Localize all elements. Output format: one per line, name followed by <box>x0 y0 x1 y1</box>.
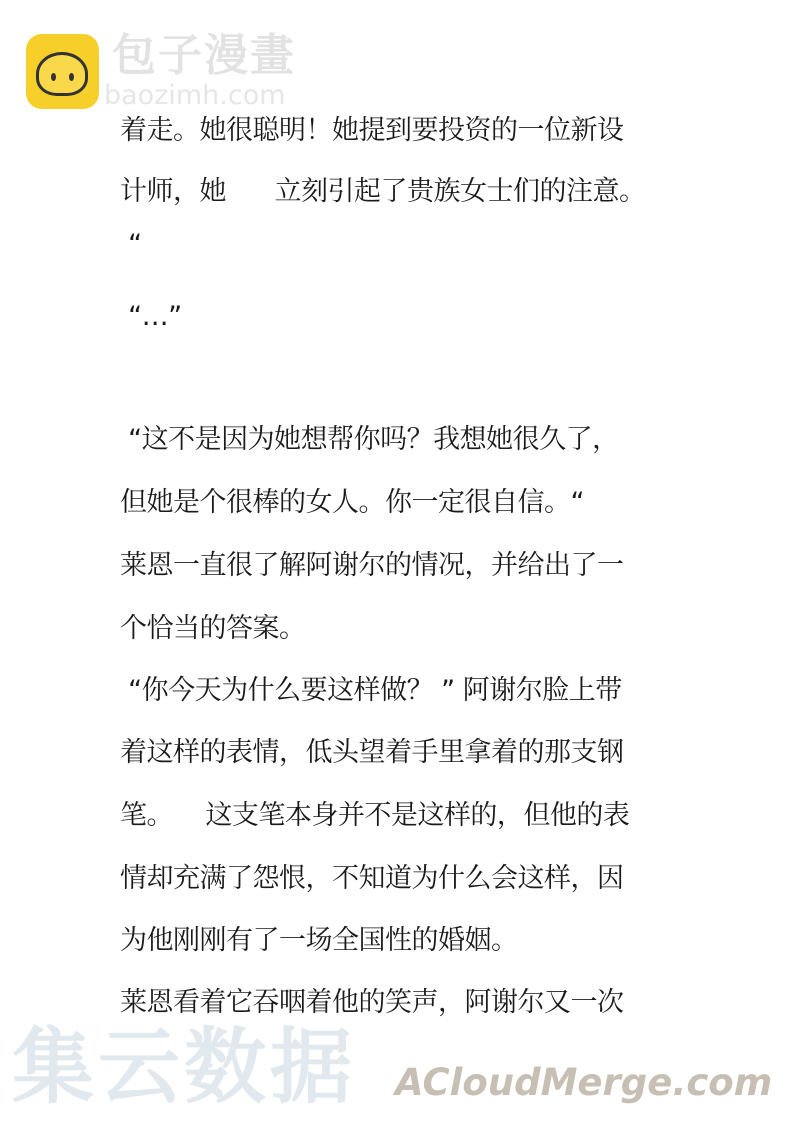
watermark-brand: 包子漫畫 <box>112 30 296 81</box>
watermark-url: baozimh.com <box>104 80 286 111</box>
text-line: 笔。 这支笔本身并不是这样的，但他的表 <box>120 800 630 831</box>
text-line: 着走。她很聪明！她提到要投资的一位新设 <box>120 115 624 146</box>
text-line: 莱恩一直很了解阿谢尔的情况，并给出了一 <box>120 550 624 581</box>
text-line: 个恰当的答案。 <box>120 613 306 644</box>
watermark-bottom-url: ACloudMerge.com <box>395 1061 773 1104</box>
text-line: 着这样的表情，低头望着手里拿着的那支钢 <box>120 737 624 768</box>
text-line: 但她是个很棒的女人。你一定很自信。“ <box>120 487 584 518</box>
eye-icon <box>51 73 56 81</box>
baozi-face-icon <box>36 52 88 96</box>
baozi-logo-icon <box>26 34 99 109</box>
eye-icon <box>69 73 74 81</box>
text-line: “这不是因为她想帮你吗？我想她很久了， <box>120 424 619 455</box>
text-line: 莱恩看着它吞咽着他的笑声，阿谢尔又一次 <box>120 987 624 1018</box>
text-line: “…” <box>120 301 182 332</box>
text-line: “你今天为什么要这样做？ ” 阿谢尔脸上带 <box>120 675 622 706</box>
text-line: 情却充满了怨恨，不知道为什么会这样，因 <box>120 863 624 894</box>
text-line: 计师，她 立刻引起了贵族女士们的注意。 <box>120 176 646 207</box>
text-line: “ <box>120 229 142 260</box>
watermark-bottom-brand: 集云数据 <box>12 1020 357 1115</box>
text-line: 为他刚刚有了一场全国性的婚姻。 <box>120 925 518 956</box>
